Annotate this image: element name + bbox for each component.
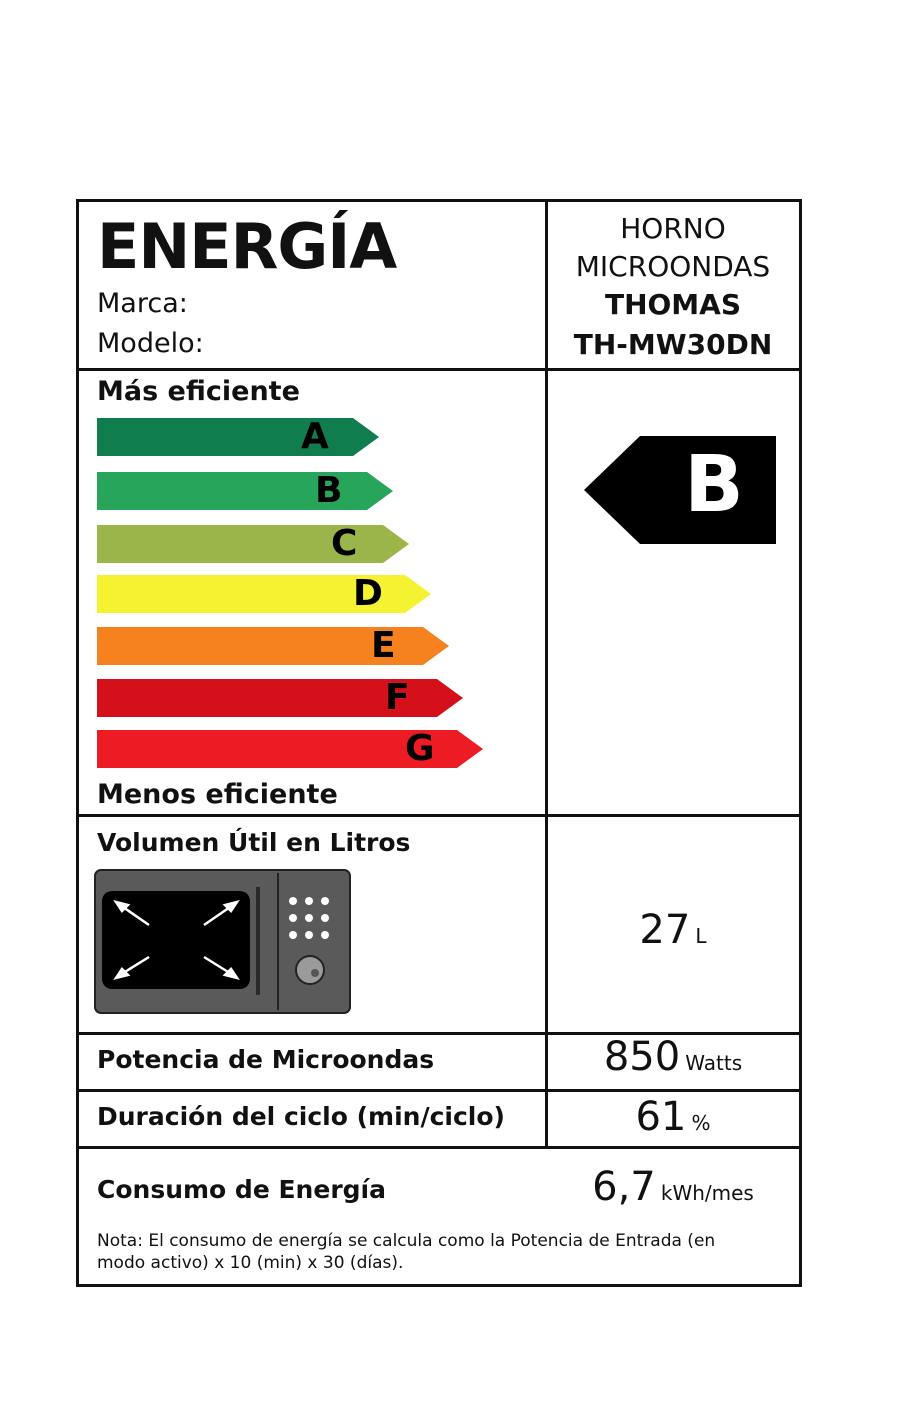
cycle-reading bbox=[545, 1094, 801, 1140]
consumption-reading bbox=[545, 1164, 801, 1210]
rating-arrow bbox=[584, 436, 776, 544]
volume-value: 27 bbox=[639, 907, 691, 953]
consumption-label: Consumo de Energía bbox=[97, 1175, 386, 1204]
cycle-value: 61 bbox=[635, 1094, 687, 1140]
cycle-label: Duración del ciclo (min/ciclo) bbox=[97, 1102, 505, 1131]
volume-reading bbox=[545, 907, 801, 953]
efficiency-bar-letter: E bbox=[371, 625, 396, 666]
brand-value: THOMAS bbox=[604, 288, 742, 321]
efficiency-bar-d bbox=[97, 575, 431, 613]
efficiency-bar-c bbox=[97, 525, 409, 563]
consumption-value: 6,7 bbox=[592, 1164, 656, 1210]
efficiency-bar-e bbox=[97, 627, 449, 665]
efficiency-bar-f bbox=[97, 679, 463, 717]
power-unit: Watts bbox=[685, 1051, 743, 1075]
model-label: Modelo: bbox=[97, 328, 204, 359]
divider bbox=[79, 814, 799, 817]
least-efficient-label: Menos eficiente bbox=[97, 779, 338, 810]
product-type-line1: HORNO bbox=[620, 212, 726, 245]
rating-letter: B bbox=[684, 440, 744, 530]
consumption-note: Nota: El consumo de energía se calcula como la Potencia de Entrada (en modo activo) x 10 (min) x 30 (días). bbox=[97, 1231, 716, 1273]
volume-unit: L bbox=[695, 924, 707, 948]
cycle-unit: % bbox=[691, 1111, 711, 1135]
efficiency-bar-letter: B bbox=[315, 470, 343, 511]
microwave-icon bbox=[94, 869, 352, 1019]
consumption-unit: kWh/mes bbox=[660, 1181, 754, 1205]
efficiency-bar-b bbox=[97, 472, 393, 510]
product-type-line2: MICROONDAS bbox=[575, 250, 771, 283]
label-title: ENERGÍA bbox=[97, 210, 397, 283]
divider bbox=[79, 1146, 799, 1149]
efficiency-bar-letter: C bbox=[331, 523, 358, 564]
power-value: 850 bbox=[603, 1034, 681, 1080]
power-reading bbox=[545, 1034, 801, 1080]
volume-label: Volumen Útil en Litros bbox=[97, 828, 411, 857]
energy-label bbox=[76, 199, 802, 1287]
efficiency-bar-g bbox=[97, 730, 483, 768]
efficiency-bar-letter: A bbox=[301, 416, 329, 457]
divider bbox=[79, 1089, 799, 1092]
most-efficient-label: Más eficiente bbox=[97, 376, 300, 407]
efficiency-bar-a bbox=[97, 418, 379, 456]
brand-label: Marca: bbox=[97, 288, 188, 319]
model-value: TH-MW30DN bbox=[573, 328, 773, 361]
efficiency-bar-letter: G bbox=[405, 728, 435, 769]
divider bbox=[79, 368, 799, 371]
efficiency-bar-letter: D bbox=[353, 573, 383, 614]
efficiency-bar-letter: F bbox=[385, 677, 410, 718]
power-label: Potencia de Microondas bbox=[97, 1045, 435, 1074]
